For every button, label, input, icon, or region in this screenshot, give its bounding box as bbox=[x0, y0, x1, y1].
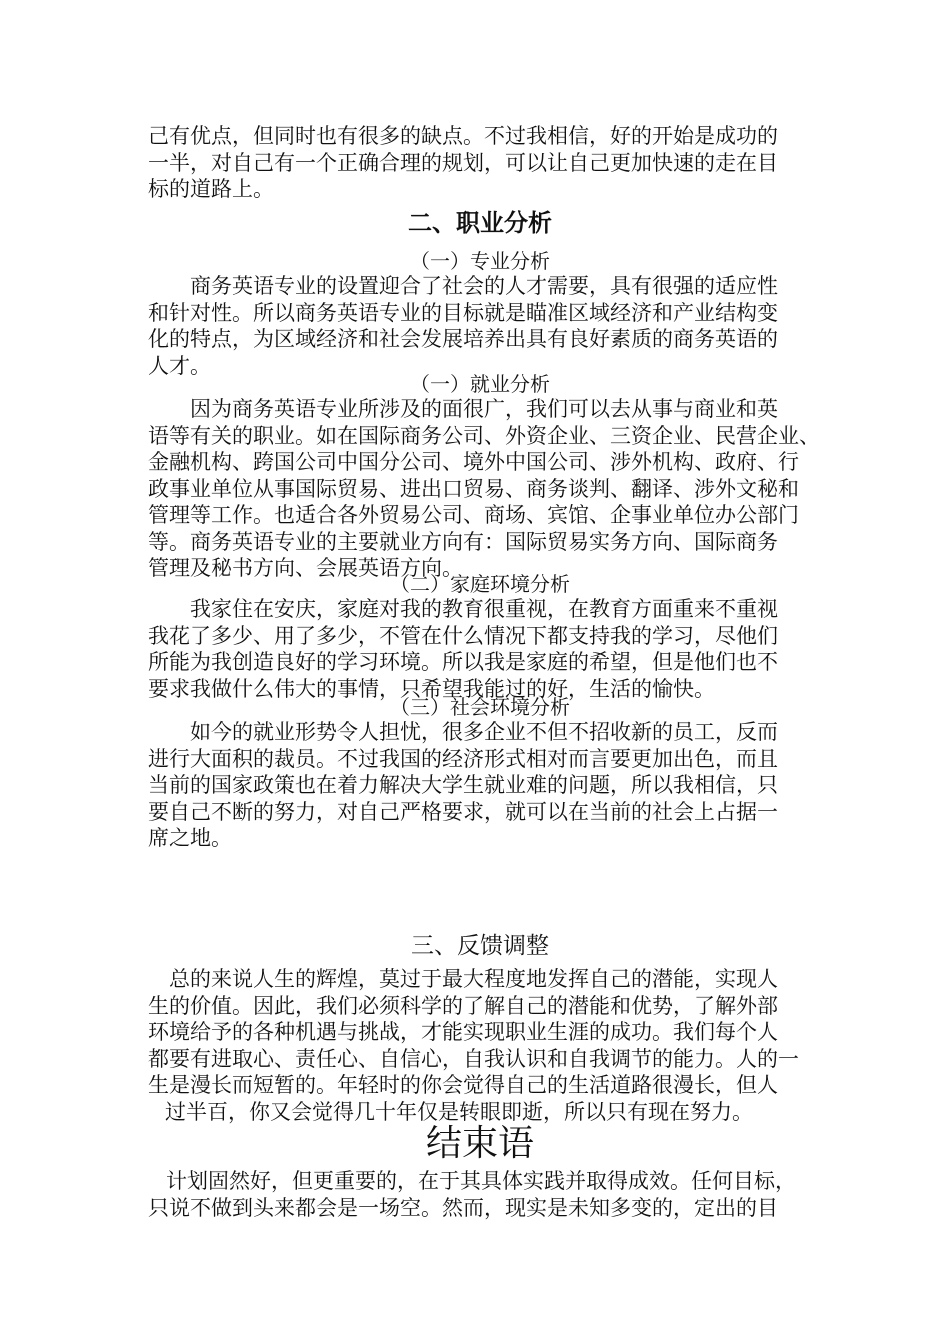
text-line: 管理及秘书方向、会展英语方向。 bbox=[148, 556, 463, 580]
subsection-employment-analysis bbox=[148, 372, 820, 582]
text-line: 计划固然好，但更重要的，在于其具体实践并取得成效。任何目标， bbox=[166, 1169, 796, 1193]
intro-paragraph bbox=[148, 123, 812, 203]
section-title: 三、反馈调整 bbox=[411, 933, 549, 959]
subsection-family-environment bbox=[148, 572, 812, 702]
text-line: 如今的就业形势令人担忧，很多企业不但不招收新的员工，反而 bbox=[190, 720, 778, 744]
subsection-social-environment bbox=[148, 695, 812, 852]
text-line: 我家住在安庆，家庭对我的教育很重视，在教育方面重来不重视 bbox=[190, 597, 778, 621]
text-line: 语等有关的职业。如在国际商务公司、外资企业、三资企业、民营企业、 bbox=[148, 423, 820, 448]
section-heading-career-analysis bbox=[148, 208, 812, 238]
text-line: 等。商务英语专业的主要就业方向有：国际贸易实务方向、国际商务 bbox=[148, 529, 778, 554]
text-line: 因为商务英语专业所涉及的面很广，我们可以去从事与商业和英 bbox=[190, 397, 778, 421]
text-line: 生是漫长而短暂的。年轻时的你会觉得自己的生活道路很漫长，但人 bbox=[148, 1073, 778, 1097]
text-line: 化的特点，为区域经济和社会发展培养出具有良好素质的商务英语的 bbox=[148, 327, 778, 351]
subsection-title: （二）家庭环境分析 bbox=[390, 572, 570, 596]
text-line: 管理等工作。也适合各外贸易公司、商场、宾馆、企事业单位办公部门 bbox=[148, 503, 799, 527]
text-line: 标的道路上。 bbox=[148, 177, 274, 201]
subsection-title: （一）就业分析 bbox=[410, 372, 550, 396]
text-line: 当前的国家政策也在着力解决大学生就业难的问题，所以我相信，只 bbox=[148, 773, 778, 797]
text-line: 金融机构、跨国公司中国分公司、境外中国公司、涉外机构、政府、行 bbox=[148, 450, 799, 474]
text-line: 只说不做到头来都会是一场空。然而，现实是未知多变的，定出的目 bbox=[148, 1195, 778, 1220]
text-line: 环境给予的各种机遇与挑战，才能实现职业生涯的成功。我们每个人 bbox=[148, 1020, 778, 1044]
conclusion-paragraph bbox=[148, 1168, 812, 1221]
text-line: 己有优点，但同时也有很多的缺点。不过我相信，好的开始是成功的 bbox=[148, 124, 778, 148]
subsection-title: （三）社会环境分析 bbox=[390, 695, 570, 719]
text-line: 总的来说人生的辉煌，莫过于最大程度地发挥自己的潜能，实现人 bbox=[169, 967, 778, 991]
text-line: 政事业单位从事国际贸易、进出口贸易、商务谈判、翻译、涉外文秘和 bbox=[148, 476, 799, 501]
section-feedback-adjustment bbox=[148, 931, 812, 961]
text-line: 生的价值。因此，我们必须科学的了解自己的潜能和优势，了解外部 bbox=[148, 993, 778, 1018]
text-line: 要求我做什么伟大的事情，只希望我能过的好，生活的愉快。 bbox=[148, 676, 715, 701]
text-line: 都要有进取心、责任心、自信心，自我认识和自我调节的能力。人的一 bbox=[148, 1046, 799, 1071]
text-line: 要自己不断的努力，对自己严格要求，就可以在当前的社会上占据一 bbox=[148, 799, 778, 824]
text-line: 进行大面积的裁员。不过我国的经济形式相对而言要更加出色，而且 bbox=[148, 746, 778, 771]
subsection-major-analysis bbox=[148, 249, 812, 379]
section-title: 二、职业分析 bbox=[408, 208, 552, 237]
subsection-title: （一）专业分析 bbox=[410, 249, 550, 273]
text-line: 过半百，你又会觉得几十年仅是转眼即逝，所以只有现在努力。 bbox=[165, 1099, 753, 1124]
text-line: 商务英语专业的设置迎合了社会的人才需要，具有很强的适应性 bbox=[190, 274, 778, 298]
text-line: 我花了多少、用了多少，不管在什么情况下都支持我的学习，尽他们 bbox=[148, 623, 778, 648]
text-line: 席之地。 bbox=[148, 826, 232, 850]
text-line: 所能为我创造良好的学习环境。所以我是家庭的希望，但是他们也不 bbox=[148, 650, 778, 674]
text-line: 一半，对自己有一个正确合理的规划，可以让自己更加快速的走在目 bbox=[148, 150, 778, 175]
section-title: 结束语 bbox=[425, 1123, 534, 1164]
feedback-paragraph bbox=[148, 966, 812, 1125]
section-conclusion bbox=[148, 1123, 812, 1165]
text-line: 人才。 bbox=[148, 353, 211, 378]
text-line: 和针对性。所以商务英语专业的目标就是瞄准区域经济和产业结构变 bbox=[148, 300, 778, 325]
